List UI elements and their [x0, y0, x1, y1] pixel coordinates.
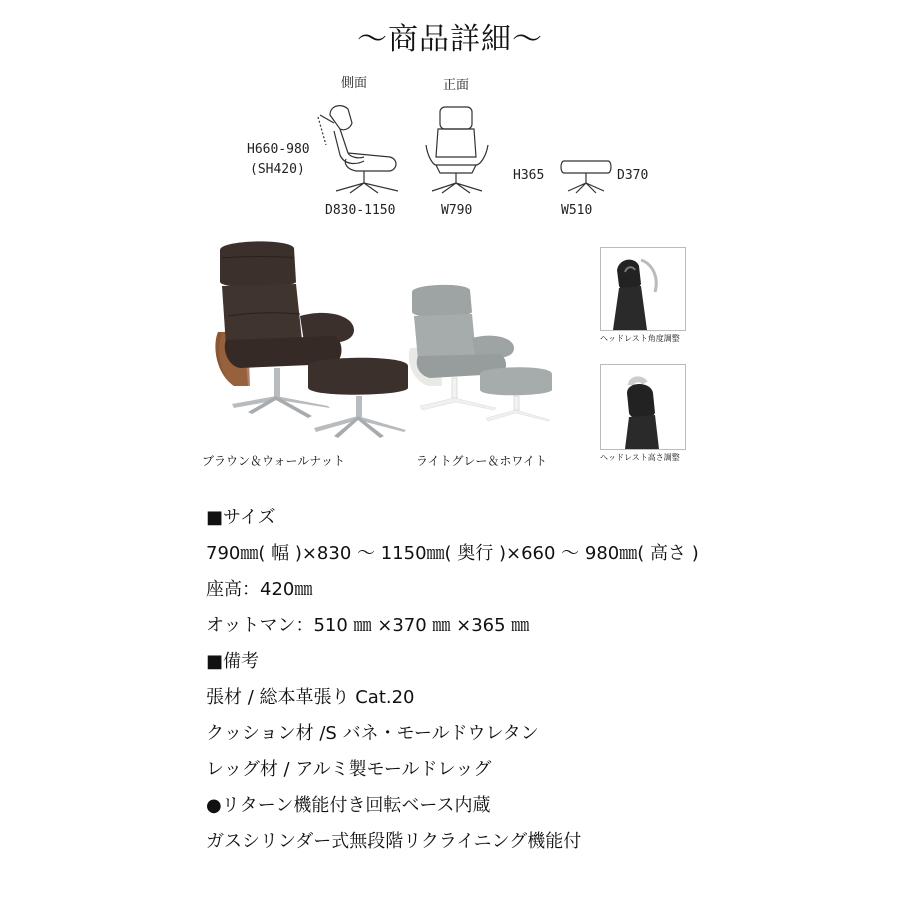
spec-cushion: クッション材 /S バネ・モールドウレタン — [206, 723, 539, 744]
spec-heading-notes: ■備考 — [206, 651, 260, 672]
page-title: 〜商品詳細〜 — [357, 22, 543, 57]
spec-reclining: ガスシリンダー式無段階リクライニング機能付 — [206, 831, 582, 852]
spec-swivel-base: ●リターン機能付き回転ベース内蔵 — [206, 795, 491, 816]
headrest-height-thumbnail — [600, 364, 686, 450]
light-grey-white-caption: ライトグレー＆ホワイト — [416, 454, 548, 468]
ottoman-drawing — [561, 161, 611, 193]
ottoman-depth-label: D370 — [617, 168, 649, 183]
spec-leg: レッグ材 / アルミ製モールドレッグ — [206, 759, 492, 780]
depth-label: D830-1150 — [325, 203, 396, 218]
spec-upholstery: 張材 / 総本革張り Cat.20 — [206, 687, 415, 708]
front-view-chair — [426, 107, 488, 193]
seat-height-label: (SH420) — [250, 162, 305, 177]
brown-walnut-caption: ブラウン＆ウォールナット — [202, 454, 346, 468]
spec-heading-size: ■サイズ — [206, 507, 276, 528]
spec-seat-height: 座高：420㎜ — [206, 579, 313, 600]
light-grey-white-chair-photo — [402, 282, 572, 422]
spec-ottoman-size: オットマン：510 ㎜ ×370 ㎜ ×365 ㎜ — [206, 615, 530, 636]
dimension-drawing — [300, 95, 640, 205]
headrest-angle-thumbnail — [600, 247, 686, 331]
height-label: H660-980 — [247, 142, 310, 157]
side-view-label: 側面 — [341, 76, 368, 91]
ottoman-width-label: W510 — [561, 203, 593, 218]
headrest-angle-caption: ヘッドレスト角度調整 — [600, 334, 680, 343]
ottoman-height-label: H365 — [513, 168, 545, 183]
brown-walnut-chair-photo — [208, 236, 418, 446]
side-view-chair — [318, 106, 398, 193]
headrest-angle-image — [601, 248, 685, 330]
spec-dimensions: 790㎜( 幅 )×830 〜 1150㎜( 奥行 )×660 〜 980㎜( 高さ ) — [206, 543, 699, 564]
front-view-label: 正面 — [443, 78, 470, 93]
headrest-height-caption: ヘッドレスト高さ調整 — [600, 453, 680, 462]
width-label: W790 — [441, 203, 473, 218]
headrest-height-image — [601, 365, 685, 449]
